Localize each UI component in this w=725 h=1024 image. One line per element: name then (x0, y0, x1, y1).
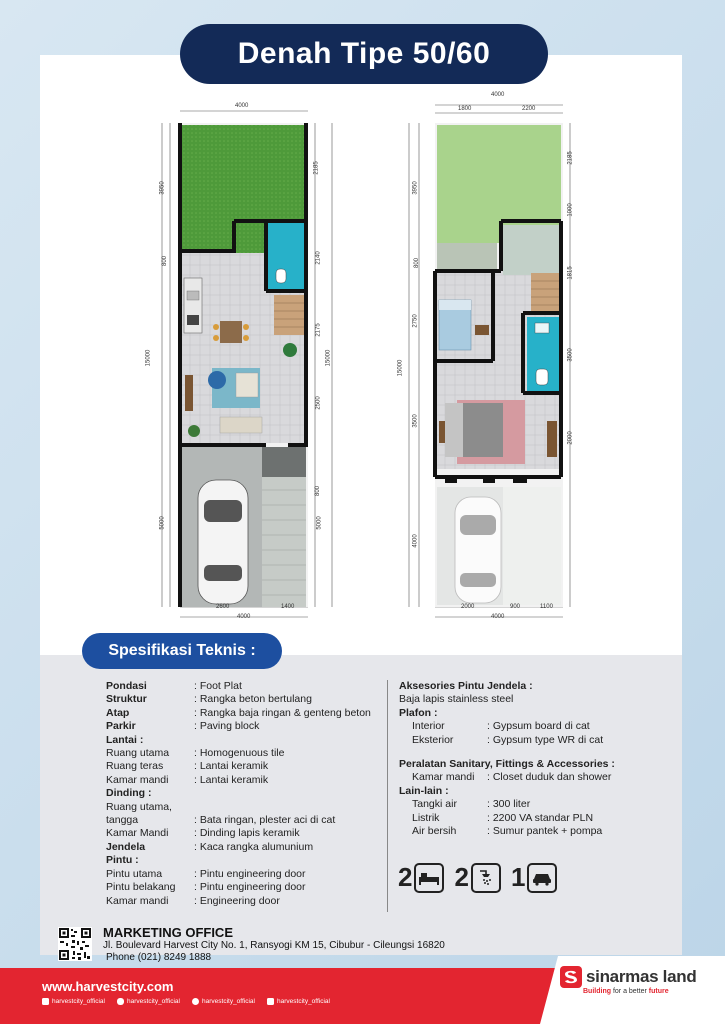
sinarmas-logo-icon (560, 966, 582, 988)
room-count-icons (398, 862, 557, 893)
right-top-sub-1: 1800 (458, 106, 472, 112)
spec-value: : Foot Plat (194, 680, 242, 692)
spec-value: : Lantai keramik (194, 773, 269, 786)
spec-row (106, 881, 371, 894)
left-dim-1: 3950 (159, 181, 166, 195)
plafon-val: : Gypsum board di cat (487, 720, 590, 733)
plafon-val: : Gypsum type WR di cat (487, 733, 604, 746)
right-ldim-3: 2750 (412, 314, 419, 328)
right-ldim-1: 3950 (412, 181, 419, 195)
facebook-link[interactable] (42, 998, 105, 1005)
right-bottom-dim-2: 900 (510, 604, 521, 610)
bathroom-count (454, 862, 500, 893)
carport-count-number: 1 (510, 862, 526, 892)
left-bottom-dim-2: 1400 (281, 604, 295, 610)
right-bottom-dim-3: 1100 (540, 604, 553, 610)
bed-icon (414, 863, 444, 893)
floor-plan-upper (405, 95, 605, 625)
right-ldim-2: 800 (414, 257, 421, 269)
spec-row (106, 827, 371, 840)
floor-plan-ground (150, 95, 350, 625)
brand-tagline (583, 988, 669, 995)
brand-name: sinarmas land (586, 967, 697, 986)
spec-value: : Paving block (194, 720, 260, 733)
spec-key: Parkir (106, 720, 136, 733)
bathroom-count-number: 2 (454, 862, 469, 892)
spec-key: Kamar mandi (106, 894, 169, 907)
spec-value: : Homogenuous tile (194, 747, 285, 760)
left-total-dim: 15000 (145, 349, 152, 367)
plafon-row (399, 720, 615, 733)
spec-key: Kamar Mandi (106, 827, 169, 840)
spec-key: tangga (106, 814, 139, 827)
sinarmas-land-logo (560, 966, 696, 988)
spec-key: Pintu utama (106, 867, 163, 880)
lain-key: Listrik (412, 811, 440, 824)
spec-key: Atap (106, 706, 130, 719)
spec-value: : Pintu engineering door (194, 867, 306, 880)
shower-icon (471, 863, 501, 893)
spec-row (106, 868, 371, 881)
carport-count (511, 862, 557, 893)
plafon-row (399, 734, 615, 747)
plafon-key: Interior (412, 720, 445, 733)
bedroom-count-number: 2 (398, 862, 413, 892)
spec-row (106, 734, 371, 747)
spec-value: : Dinding lapis keramik (194, 827, 300, 840)
social-handle: harvestcity_official (52, 998, 105, 1005)
left-bottom-total: 4000 (237, 614, 251, 620)
spec-value: : Rangka beton bertulang (194, 693, 312, 706)
aksesories-value: Baja lapis stainless steel (399, 693, 514, 706)
left-dim-4: 5000 (159, 516, 166, 530)
spec-left-column (106, 680, 371, 908)
left-rdim-6: 5000 (316, 516, 323, 530)
right-rdim-5: 2000 (567, 431, 574, 445)
lain-val: : 2200 VA standar PLN (487, 811, 594, 824)
tagline-mid: for a better (612, 988, 647, 995)
spec-row (106, 707, 371, 720)
marketing-office-address: Jl. Boulevard Harvest City No. 1, Ransyogi KM 15, Cibubur - Cileungsi 16820 (103, 940, 445, 951)
qr-code-icon (58, 927, 92, 961)
lain-title: Lain-lain (399, 784, 443, 797)
lain-row (399, 798, 615, 811)
spec-value: : Engineering door (194, 894, 280, 907)
spec-row (106, 841, 371, 854)
spec-row (106, 801, 371, 814)
car-icon (527, 863, 557, 893)
spec-value: : Kaca rangka alumunium (194, 840, 314, 853)
left-rdim-3: 2175 (315, 323, 322, 337)
sanitary-val: : Closet duduk dan shower (487, 771, 612, 784)
sanitary-key: Kamar mandi (412, 771, 475, 784)
spec-row (106, 814, 371, 827)
spec-row (106, 760, 371, 773)
right-ldim-4: 3500 (412, 414, 419, 428)
spec-key: Dinding : (106, 787, 152, 800)
right-rdim-4: 3500 (567, 348, 574, 362)
page-title: Denah Tipe 50/60 (180, 24, 548, 84)
spec-row (106, 747, 371, 760)
right-total-dim: 15000 (397, 359, 404, 377)
left-rdim-4: 2500 (315, 396, 322, 410)
spec-key: Struktur (106, 693, 147, 706)
instagram-link[interactable] (117, 998, 180, 1005)
spec-key: Ruang teras (106, 760, 164, 773)
spec-row (106, 895, 371, 908)
spec-row (106, 680, 371, 693)
website-link[interactable]: www.harvestcity.com (42, 979, 174, 994)
social-handle: harvestcity_official (277, 998, 330, 1005)
spec-value: : Bata ringan, plester aci di cat (194, 814, 336, 827)
aksesories-title: Aksesories Pintu Jendela (399, 680, 527, 692)
spec-right-column: Aksesories Pintu Jendela : Baja lapis stainless steel Plafon : Interior : Gypsum board di cat Eksterior : Gypsum type WR di cat Peralatan Sanitary, Fittings & Accessories : Kamar mandi : Closet duduk dan shower Lain-lain : Tangki air : 300 liter Listrik : 2200 VA standar PLN Air bersih : Sumur pantek + pompa (399, 680, 615, 838)
spec-value: : Lantai keramik (194, 760, 269, 773)
tagline-post: future (648, 988, 669, 995)
youtube-icon (267, 998, 274, 1005)
bedroom-count (398, 862, 444, 893)
marketing-office-phone[interactable]: Phone (021) 8249 1888 (106, 952, 212, 963)
lain-key: Air bersih (412, 825, 457, 838)
right-top-dim: 4000 (491, 92, 505, 98)
right-bottom-dim-1: 2000 (461, 604, 475, 610)
left-rdim-2: 2140 (315, 251, 322, 265)
left-dim-2: 800 (162, 255, 169, 267)
right-top-sub-2: 2200 (522, 106, 536, 112)
marketing-office-title: MARKETING OFFICE (103, 925, 233, 940)
spec-key: Pintu belakang (106, 881, 176, 894)
spec-key: Kamar mandi (106, 773, 169, 786)
youtube-link[interactable] (267, 998, 330, 1005)
left-bottom-dim-1: 2600 (216, 604, 230, 610)
spec-title: Spesifikasi Teknis : (82, 633, 282, 669)
tiktok-link[interactable] (192, 998, 255, 1005)
left-right-total-dim: 15000 (325, 349, 332, 367)
left-top-dim: 4000 (235, 103, 249, 109)
sanitary-title: Peralatan Sanitary, Fittings & Accessories (399, 758, 609, 771)
social-links (42, 998, 330, 1005)
plafon-key: Eksterior (412, 733, 454, 746)
plafon-title: Plafon (399, 706, 432, 719)
sanitary-row (399, 771, 615, 784)
tiktok-icon (192, 998, 199, 1005)
instagram-icon (117, 998, 124, 1005)
lain-row (399, 812, 615, 825)
spec-key: Ruang utama, (106, 800, 172, 813)
lain-key: Tangki air (412, 798, 457, 811)
spec-row (106, 774, 371, 787)
spec-row (106, 720, 371, 733)
spec-value: : Pintu engineering door (194, 881, 306, 894)
lain-val: : 300 liter (487, 798, 531, 811)
spec-key: Pintu : (106, 854, 139, 867)
social-handle: harvestcity_official (202, 998, 255, 1005)
spec-row (106, 854, 371, 867)
spec-key: Ruang utama (106, 747, 170, 760)
right-bottom-total: 4000 (491, 614, 505, 620)
spec-divider (387, 680, 388, 912)
right-ldim-5: 4000 (412, 534, 419, 548)
right-rdim-3: 1815 (567, 266, 574, 280)
spec-key: Pondasi (106, 680, 147, 692)
tagline-pre: Building (583, 988, 611, 995)
spec-row (106, 693, 371, 706)
left-rdim-5: 800 (315, 485, 322, 497)
right-rdim-1: 2185 (567, 151, 574, 165)
lain-val: : Sumur pantek + pompa (487, 825, 603, 838)
spec-row (106, 787, 371, 800)
facebook-icon (42, 998, 49, 1005)
spec-value: : Rangka baja ringan & genteng beton (194, 706, 371, 719)
spec-key: Lantai : (106, 733, 144, 746)
right-rdim-2: 1000 (567, 203, 574, 217)
lain-row (399, 825, 615, 838)
left-rdim-1: 2185 (313, 161, 320, 175)
spec-key: Jendela (106, 840, 146, 853)
social-handle: harvestcity_official (127, 998, 180, 1005)
